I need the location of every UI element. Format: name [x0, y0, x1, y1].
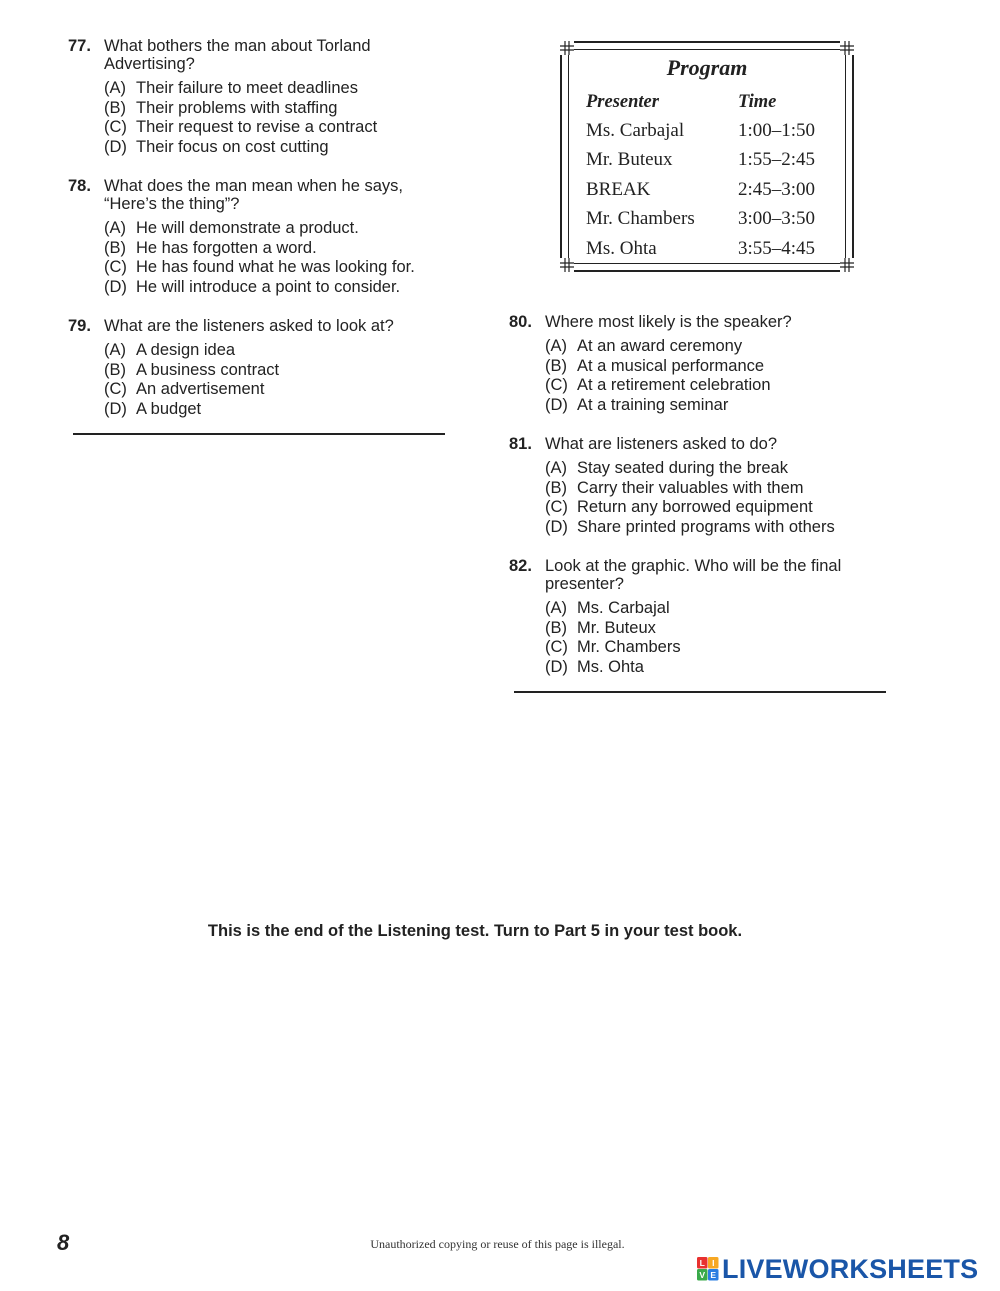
- answer-option[interactable]: (C) Mr. Chambers: [545, 638, 681, 657]
- question-number: 79.: [68, 317, 91, 335]
- section-divider: [514, 691, 886, 693]
- answer-option[interactable]: (D) He will introduce a point to consider.: [104, 277, 401, 296]
- time-cell: 1:55–2:45: [738, 149, 816, 171]
- question-number: 78.: [68, 177, 91, 195]
- answer-option[interactable]: (A) Ms. Carbajal: [545, 599, 670, 617]
- presenter-cell: Mr. Buteux: [586, 149, 673, 171]
- answer-option[interactable]: (A) A design idea: [104, 341, 236, 359]
- answer-options: [545, 337, 909, 415]
- svg-text:E: E: [710, 1270, 717, 1280]
- end-of-test-note: This is the end of the Listening test. Turn to Part 5 in your test book.: [207, 922, 743, 940]
- question-number: 80.: [509, 313, 532, 331]
- presenter-cell: Mr. Chambers: [586, 208, 695, 230]
- answer-option[interactable]: (D) At a training seminar: [545, 395, 729, 414]
- answer-option[interactable]: (D) Their focus on cost cutting: [104, 137, 329, 156]
- question-79: [68, 317, 468, 419]
- question-number: 81.: [509, 435, 532, 453]
- column-header-presenter: Presenter: [586, 91, 659, 112]
- svg-text:L: L: [699, 1258, 705, 1268]
- answer-option[interactable]: (A) Their failure to meet deadlines: [104, 79, 358, 97]
- table-header-row: [586, 88, 815, 116]
- question-77: [68, 37, 468, 157]
- table-row: [586, 205, 815, 235]
- question-number: 82.: [509, 557, 532, 575]
- answer-option[interactable]: (B) A business contract: [104, 360, 280, 379]
- answer-options: [104, 341, 468, 419]
- answer-option[interactable]: (B) At a musical performance: [545, 356, 765, 375]
- program-title: Program: [666, 55, 748, 80]
- time-cell: 3:00–3:50: [738, 208, 816, 230]
- presenter-cell: BREAK: [586, 178, 651, 200]
- table-row: [586, 175, 815, 205]
- answer-option[interactable]: (C) He has found what he was looking for.: [104, 258, 415, 277]
- liveworksheets-brand[interactable]: [697, 1254, 978, 1284]
- logo-tile: [708, 1257, 719, 1269]
- question-82: [509, 557, 909, 677]
- question-number: 77.: [68, 37, 91, 55]
- program-table-graphic: [560, 41, 854, 272]
- answer-option[interactable]: (D) Share printed programs with others: [545, 517, 835, 536]
- question-text: What are listeners asked to do?: [545, 435, 778, 453]
- answer-option[interactable]: (A) Stay seated during the break: [545, 459, 788, 477]
- answer-options: [545, 599, 909, 677]
- logo-tile: [697, 1257, 708, 1269]
- question-78: [68, 177, 468, 297]
- answer-option[interactable]: (B) Mr. Buteux: [545, 618, 656, 637]
- answer-option[interactable]: (D) A budget: [104, 399, 202, 418]
- answer-option[interactable]: (B) He has forgotten a word.: [104, 238, 317, 257]
- answer-option[interactable]: (B) Carry their valuables with them: [545, 478, 804, 497]
- question-text: What are the listeners asked to look at?: [104, 317, 394, 335]
- answer-option[interactable]: (B) Their problems with staffing: [104, 98, 338, 117]
- answer-option[interactable]: (C) An advertisement: [104, 380, 265, 399]
- corner-ornament: [560, 258, 574, 272]
- question-text: Look at the graphic. Who will be the final presenter?: [545, 557, 842, 593]
- answer-options: [545, 459, 909, 537]
- time-cell: 1:00–1:50: [738, 119, 816, 141]
- question-text: What bothers the man about Torland Advertising?: [104, 37, 371, 73]
- answer-option[interactable]: (C) Their request to revise a contract: [104, 118, 378, 137]
- corner-ornament: [840, 258, 854, 272]
- question-81: [509, 435, 909, 537]
- presenter-cell: Ms. Carbajal: [586, 119, 685, 141]
- question-80: [509, 313, 909, 415]
- answer-option[interactable]: (D) Ms. Ohta: [545, 657, 644, 676]
- section-divider: [73, 433, 445, 435]
- answer-option[interactable]: (A) At an award ceremony: [545, 337, 743, 355]
- question-text: Where most likely is the speaker?: [545, 313, 792, 331]
- table-row: [586, 116, 815, 146]
- time-cell: 3:55–4:45: [738, 237, 816, 259]
- svg-text:I: I: [712, 1258, 715, 1268]
- svg-text:V: V: [699, 1270, 706, 1280]
- answer-option[interactable]: (A) He will demonstrate a product.: [104, 219, 359, 237]
- answer-option[interactable]: (C) Return any borrowed equipment: [545, 498, 813, 517]
- corner-ornament: [560, 41, 574, 55]
- liveworksheets-wordmark: LIVEWORKSHEETS: [722, 1254, 979, 1284]
- logo-tile: [708, 1269, 719, 1281]
- answer-options: [104, 79, 468, 157]
- answer-options: [104, 219, 468, 297]
- presenter-cell: Ms. Ohta: [586, 237, 657, 259]
- question-text: What does the man mean when he says, “Here’s the thing”?: [104, 177, 403, 213]
- page-number: 8: [57, 1230, 70, 1255]
- table-row: [586, 234, 815, 264]
- liveworksheets-logo-icon: [697, 1257, 719, 1281]
- time-cell: 2:45–3:00: [738, 178, 816, 200]
- answer-option[interactable]: (C) At a retirement celebration: [545, 376, 771, 395]
- column-header-time: Time: [738, 91, 777, 112]
- copyright-notice: Unauthorized copying or reuse of this page is illegal.: [370, 1237, 625, 1251]
- corner-ornament: [840, 41, 854, 55]
- table-row: [586, 146, 815, 176]
- logo-tile: [697, 1269, 708, 1281]
- program-schedule: [586, 88, 815, 264]
